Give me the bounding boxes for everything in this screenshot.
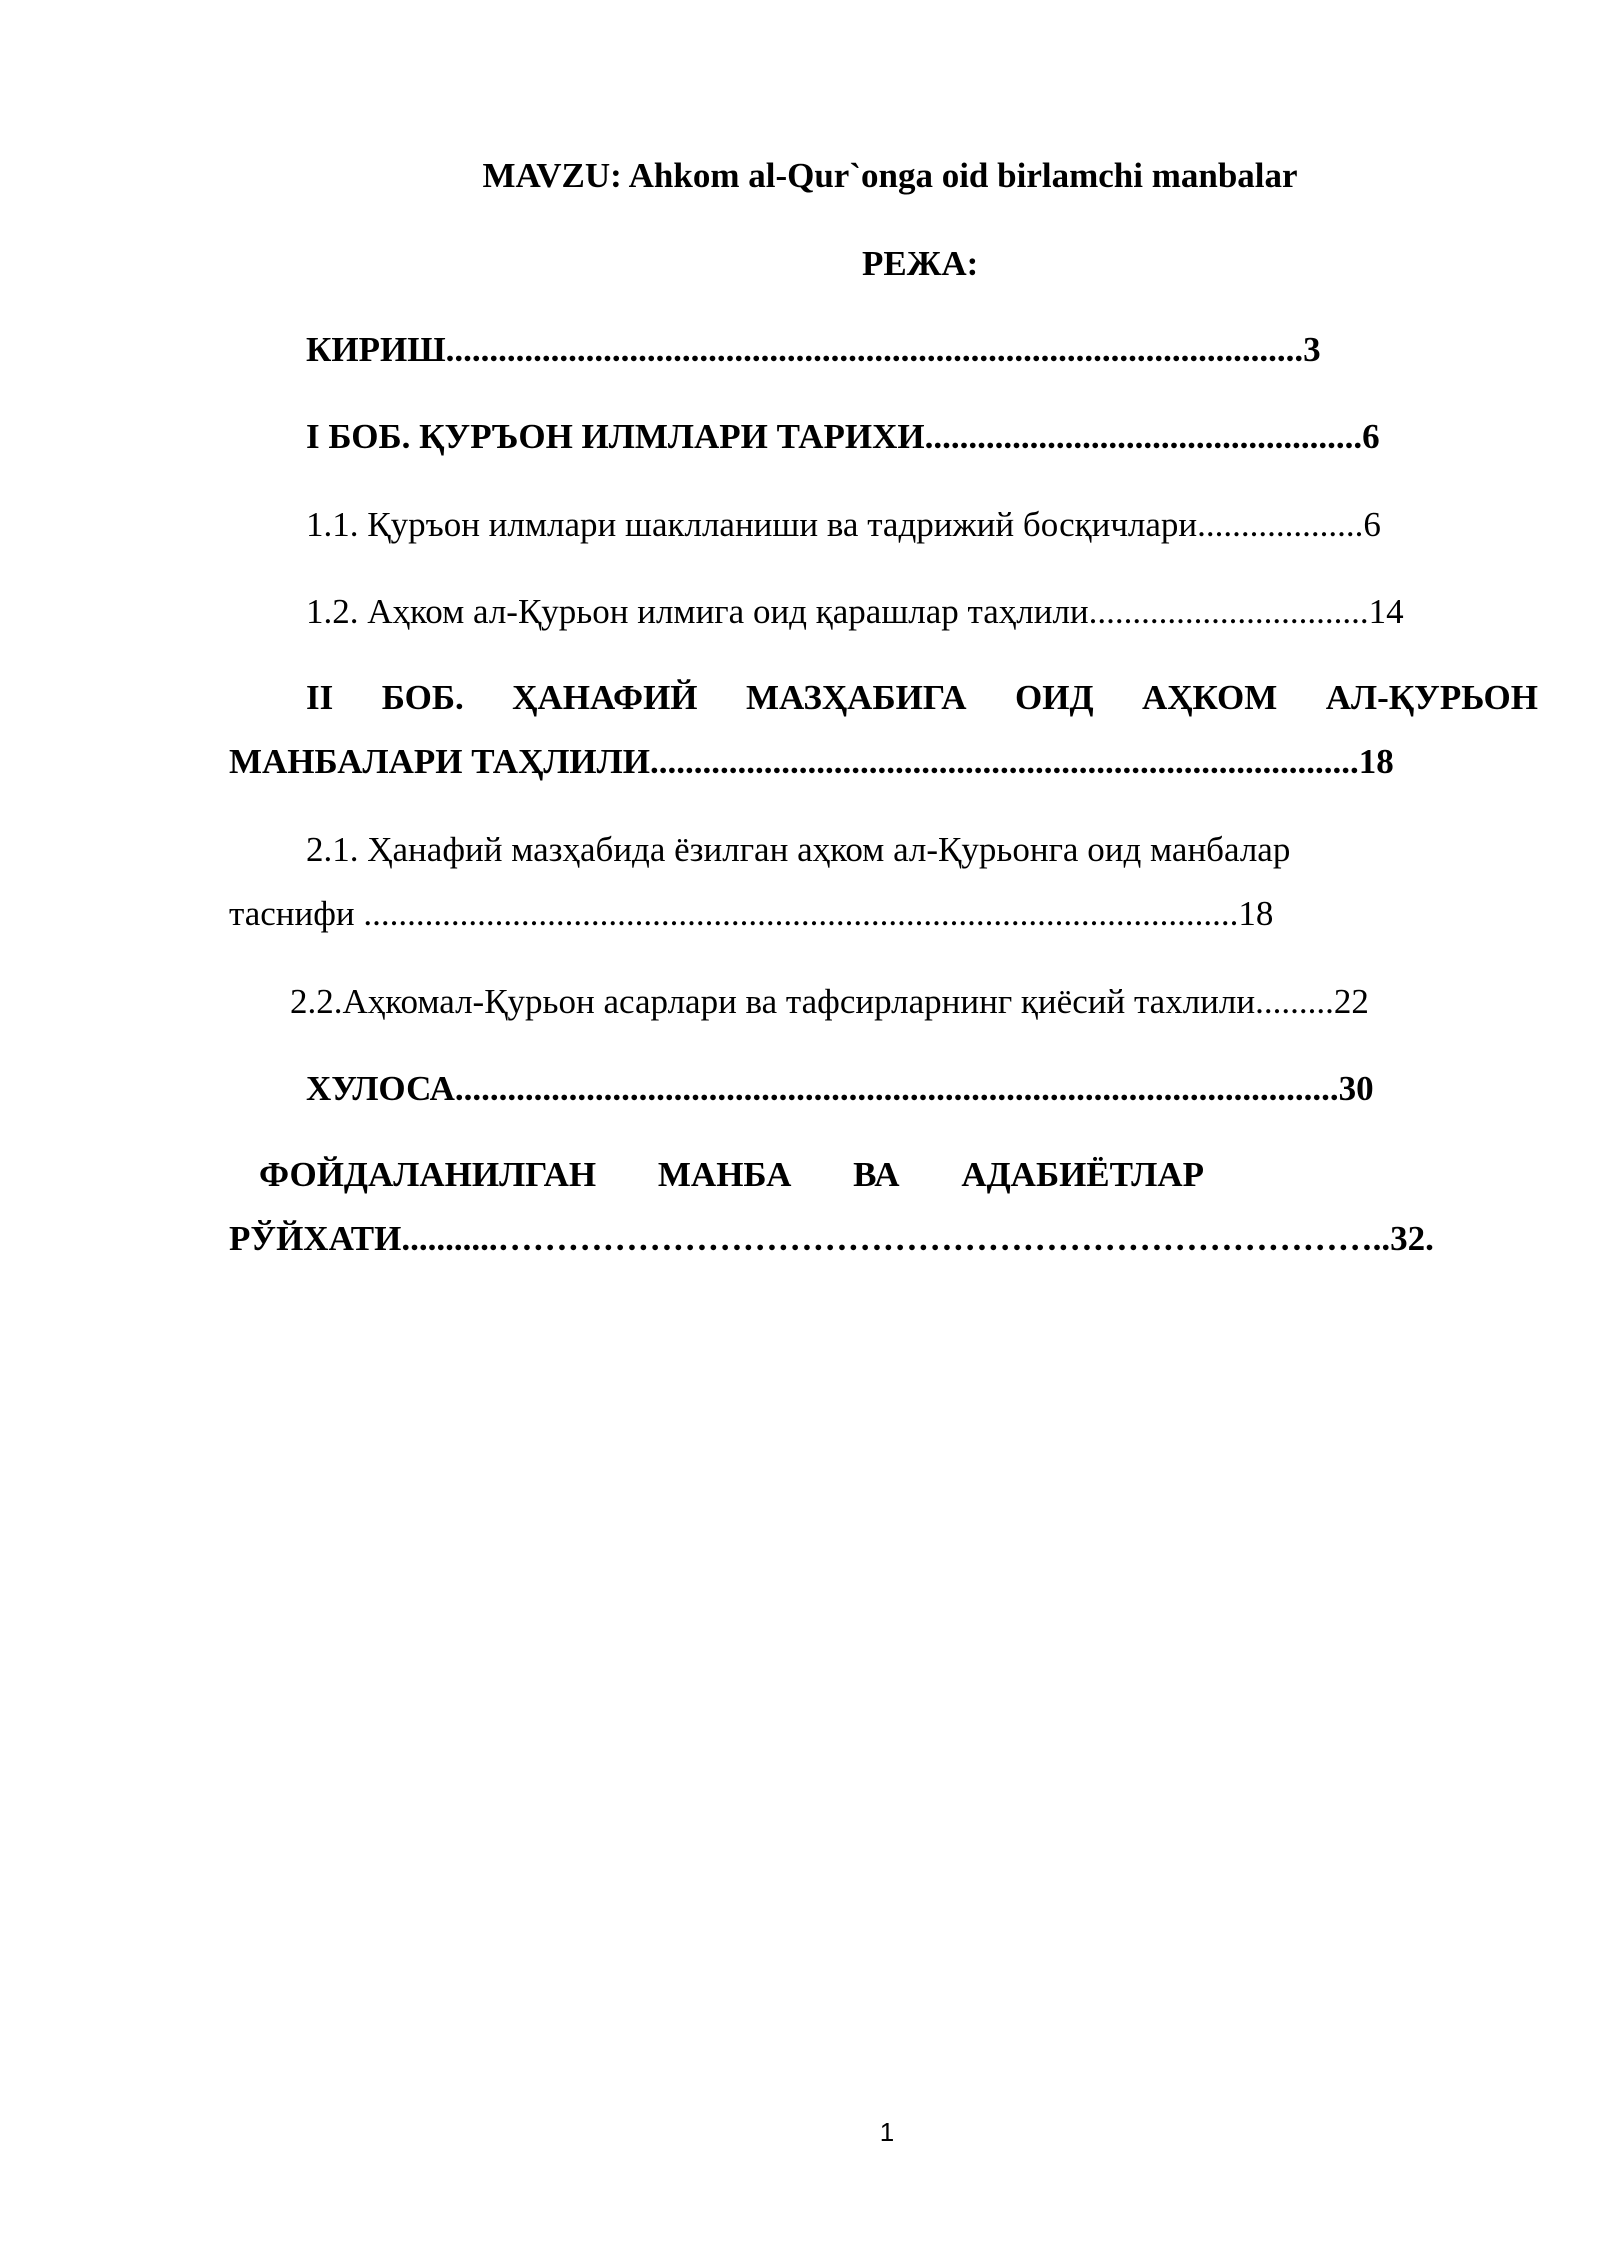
toc-entry-2-2: 2.2.Аҳкомал-Қурьон асарлари ва тафсирларнинг қиёсий тахлили.........22 [290,982,1369,1021]
toc-entry-1-2: 1.2. Аҳком ал-Қурьон илмига оид қарашлар таҳлили................................14 [306,592,1404,631]
toc-word: ҲАНАФИЙ [512,678,698,717]
toc-word: АДАБИЁТЛАР [961,1155,1204,1194]
page-title: MAVZU: Ahkom al-Qur`onga oid birlamchi manbalar [482,156,1298,195]
toc-word: МАНБА [657,1155,792,1194]
toc-word: II [306,678,334,717]
toc-word: ОИД [1015,678,1094,717]
toc-entry-2-1-line-2: таснифи ....................................................................................................18 [229,894,1274,933]
toc-entry-chapter-2-line-2: МАНБАЛАРИ ТАҲЛИЛИ.................................................................................18 [229,742,1394,781]
toc-entry-2-1-line-1: 2.1. Ҳанафий мазҳабида ёзилган аҳком ал-Қурьонга оид манбалар [306,830,1291,869]
toc-entry-bibliography-line-2: РЎЙХАТИ...........…………………………………………………………………..32. [229,1219,1434,1258]
toc-entry-conclusion: ХУЛОСА.....................................................................................................30 [306,1069,1374,1108]
plan-heading: РЕЖА: [862,244,979,283]
toc-word: АҲКОМ [1141,678,1278,717]
toc-entry-1-1: 1.1. Қуръон илмлари шаклланиши ва тадрижий босқичлари...................6 [306,505,1381,544]
toc-word: БОБ. [381,678,464,717]
page-number: 1 [879,2117,895,2147]
toc-entry-bibliography-line-1 [259,1151,1204,1199]
toc-entry-intro: КИРИШ..................................................................................................3 [306,330,1321,369]
toc-entry-chapter-1: I БОБ. ҚУРЪОН ИЛМЛАРИ ТАРИХИ..................................................6 [306,417,1380,456]
toc-entry-chapter-2-line-1 [306,674,1538,722]
toc-word: МАЗҲАБИГА [745,678,967,717]
toc-word: ФОЙДАЛАНИЛГАН [259,1155,597,1194]
toc-word: ВА [853,1155,900,1194]
toc-word: АЛ-ҚУРЬОН [1325,678,1538,717]
